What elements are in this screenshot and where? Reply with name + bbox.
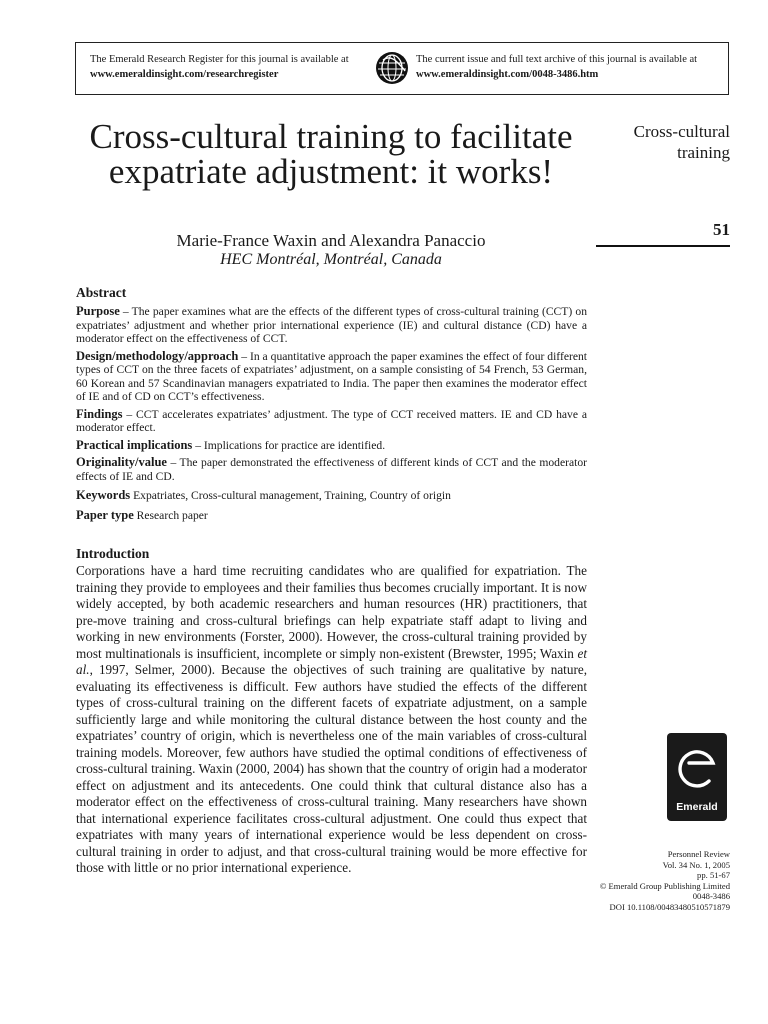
introduction-section [76,545,587,877]
publication-info [590,849,730,913]
abstract-keywords [76,489,587,503]
originality-label: Originality/value [76,455,167,469]
author-affiliation: HEC Montréal, Montréal, Canada [220,251,442,268]
research-register-link[interactable]: www.emeraldinsight.com/researchregister [90,69,279,80]
purpose-text: – The paper examines what are the effects of the different types of cross-cultural training (CCT) on expatriates’ adjustment and whether prior international experience (IE) and cultural distance (CD) have a moderator effect on the effectiveness of CCT. [76,305,587,345]
introduction-heading: Introduction [76,546,150,561]
journal-name: Personnel Review [667,849,730,859]
paper-type-label: Paper type [76,507,134,522]
findings-text: – CCT accelerates expatriates’ adjustment. The type of CCT received matters. IE and CD have a moderator effect. [76,407,587,434]
page-number-rule [596,245,730,247]
introduction-text-part-2: , 1997, Selmer, 2000). Because the objectives of such training are qualitative by nature, evaluating its effectiveness is difficult. Few authors have studied the effects of the different types of cross-cultural training on the different facets of expatriate adjustment, on a sample sufficiently large and while monitoring the cultural distance between the host county and the expatriates’ country of origin, which is nevertheless one of the main variables of cross-cultural training models. Moreover, few authors have studied the optimal conditions of effectiveness of cross-cultural training. Waxin (2000, 2004) has shown that the country of origin had a moderator effect on adjustment and its antecedents. One could think that cultural distance also has a moderator effect on the effectiveness of cross-cultural training. Many researchers have shown that international experience facilitates cross-cultural adjustment. One could thus expect that expatriates with many years of international experience would be less dependent on cross-cultural training in order to adjust, and that cross-cultural training would be more effective for those with little or no prior international experience. [76,662,587,875]
full-text-archive-text: The current issue and full text archive of this journal is available at [416,54,698,65]
emerald-logo [667,733,727,821]
introduction-body [76,563,587,877]
doi: DOI 10.1108/00483480510571879 [609,901,730,912]
originality-text: – The paper demonstrated the effectiveness of different kinds of CCT and the moderator effects of IE and CD. [76,456,587,483]
abstract-section [76,284,587,526]
issn: 0048-3486 [692,891,730,902]
copyright-notice: © Emerald Group Publishing Limited [599,880,730,891]
research-register-text: The Emerald Research Register for this journal is available at [90,54,349,65]
abstract-findings [76,408,587,435]
introduction-text-part-1: Corporations have a hard time recruiting candidates who are qualified for expatriation. The training they provide to employees and their families thus becomes crucially important. It is now widely accepted, by both academic researchers and human resources (HR) practitioners, that pre-move training and cross-cultural briefings can help expatriate staff adapt to living and working in new environments (Forster, 2000). However, the cross-cultural training provided by most multinationals is insufficient, incomplete or simply non-existent (Brewster, 1995; Waxin [76,563,587,661]
page-number: 51 [713,220,730,239]
findings-label: Findings [76,406,123,421]
full-text-archive-link[interactable]: www.emeraldinsight.com/0048-3486.htm [416,69,599,80]
journal-volume: Vol. 34 No. 1, 2005 [662,859,730,870]
practical-label: Practical implications [76,437,193,452]
abstract-design [76,350,587,404]
full-text-archive-notice [416,52,697,82]
research-register-notice [90,52,349,82]
abstract-heading: Abstract [76,285,127,300]
paper-title: Cross-cultural training to facilitate expatriate adjustment: it works! [89,117,573,191]
keywords-text: Expatriates, Cross-cultural management, Training, Country of origin [130,489,451,502]
design-label: Design/methodology/approach [76,348,239,363]
design-text: – In a quantitative approach the paper examines the effect of four different types of CCT on the three facets of expatriates’ adjustment, on a sample consisting of 54 French, 53 German, 60 Korean and 57 Scandinavian managers expatriated to India. The paper then examines the moderator effect of IE and of CD on CCT’s effectiveness. [76,349,587,403]
running-title: Cross-cultural training [633,122,730,162]
abstract-purpose [76,305,587,346]
practical-text: – Implications for practice are identified. [192,438,386,452]
introduction-et-al: et al. [76,645,587,677]
paper-type-text: Research paper [133,508,208,522]
purpose-label: Purpose [76,304,120,318]
emerald-logo-text: Emerald [676,801,718,813]
journal-pages: pp. 51-67 [697,870,730,881]
journal-availability-header [75,42,729,95]
abstract-originality [76,456,587,483]
paper-authors: Marie-France Waxin and Alexandra Panaccio [176,231,486,250]
keywords-label: Keywords [76,488,131,502]
globe-icon [375,51,409,85]
abstract-practical [76,439,587,453]
abstract-paper-type [76,509,587,523]
emerald-logo-icon [674,741,720,793]
